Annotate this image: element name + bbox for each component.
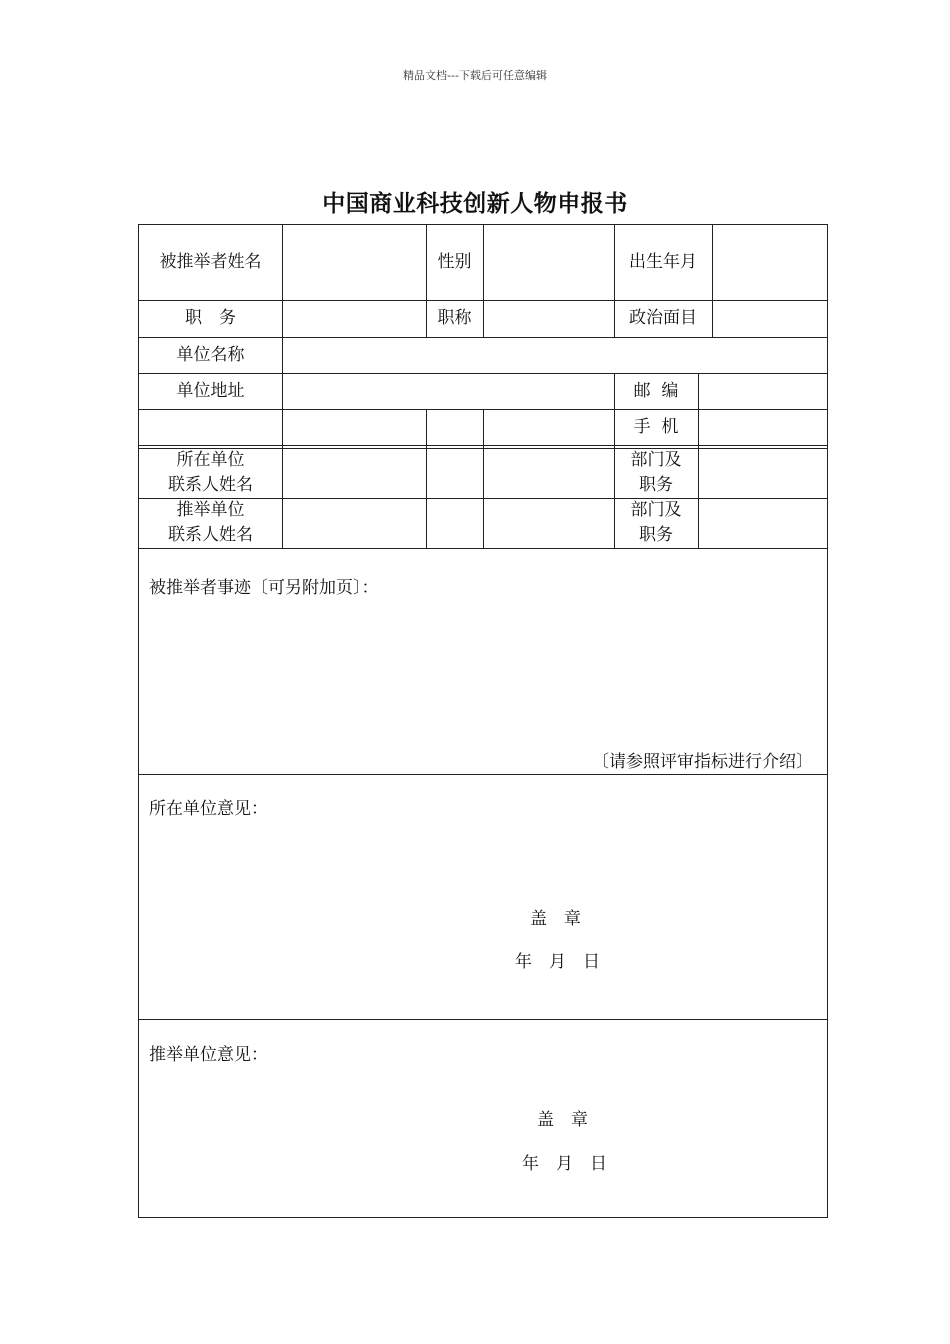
unit-name-field[interactable] [282, 337, 827, 373]
recommender-seal-label: 盖 章 [537, 1110, 588, 1130]
job-title-field[interactable] [483, 300, 614, 337]
dept-line-1: 部门及 [630, 450, 682, 470]
nominee-name-field[interactable] [282, 225, 426, 300]
col-divider [426, 409, 427, 548]
unit-name-label: 单位名称 [176, 344, 245, 365]
birth-label: 出生年月 [629, 252, 697, 272]
page-title: 中国商业科技创新人物申报书 [322, 191, 628, 217]
position-field[interactable] [282, 300, 426, 337]
nominee-name-label: 被推举者姓名 [159, 252, 262, 272]
recommender-contact-field[interactable] [282, 498, 426, 548]
political-label: 政治面目 [629, 308, 697, 328]
unit-contact-field[interactable] [282, 448, 426, 498]
unit-contact-line-1: 所在单位 [176, 450, 245, 470]
job-title-label: 职称 [437, 308, 472, 328]
mobile-field[interactable] [698, 409, 827, 445]
recommender-date-label: 年 月 日 [522, 1154, 607, 1174]
unit-contact-label [139, 448, 282, 498]
gender-field[interactable] [483, 225, 614, 300]
position-label: 职 务 [185, 308, 236, 328]
postcode-label: 邮 编 [633, 380, 679, 401]
recommender-contact-line-2: 联系人姓名 [168, 525, 253, 545]
dept-field[interactable] [698, 448, 827, 498]
dept-line-2: 职务 [639, 475, 673, 495]
dept2-field[interactable] [698, 498, 827, 548]
row-divider [139, 548, 827, 549]
recommender-contact-line-1: 推举单位 [176, 500, 245, 520]
deeds-note: 〔请参照评审指标进行介绍〕 [592, 752, 813, 772]
col-divider [483, 409, 484, 548]
mobile-label: 手 机 [633, 416, 679, 437]
unit-contact-line-2: 联系人姓名 [168, 475, 253, 495]
unit-seal-label: 盖 章 [530, 909, 581, 929]
gender-label: 性别 [437, 252, 472, 272]
birth-field[interactable] [712, 225, 827, 300]
section-divider [139, 1019, 827, 1020]
deeds-label: 被推举者事迹〔可另附加页〕： [149, 578, 379, 598]
dept2-label [614, 498, 698, 548]
recommender-opinion-label: 推举单位意见： [149, 1045, 268, 1065]
postcode-field[interactable] [698, 373, 827, 409]
dept2-line-2: 职务 [639, 525, 673, 545]
unit-address-field[interactable] [282, 373, 614, 409]
dept2-line-1: 部门及 [630, 500, 682, 520]
header-note: 精品文档---下载后可任意编辑 [403, 69, 547, 82]
dept-label [614, 448, 698, 498]
unit-date-label: 年 月 日 [515, 952, 600, 972]
application-form [138, 224, 828, 1218]
political-field[interactable] [712, 300, 827, 337]
unit-opinion-label: 所在单位意见： [149, 799, 268, 819]
recommender-contact-label [139, 498, 282, 548]
unit-address-label: 单位地址 [176, 380, 245, 401]
